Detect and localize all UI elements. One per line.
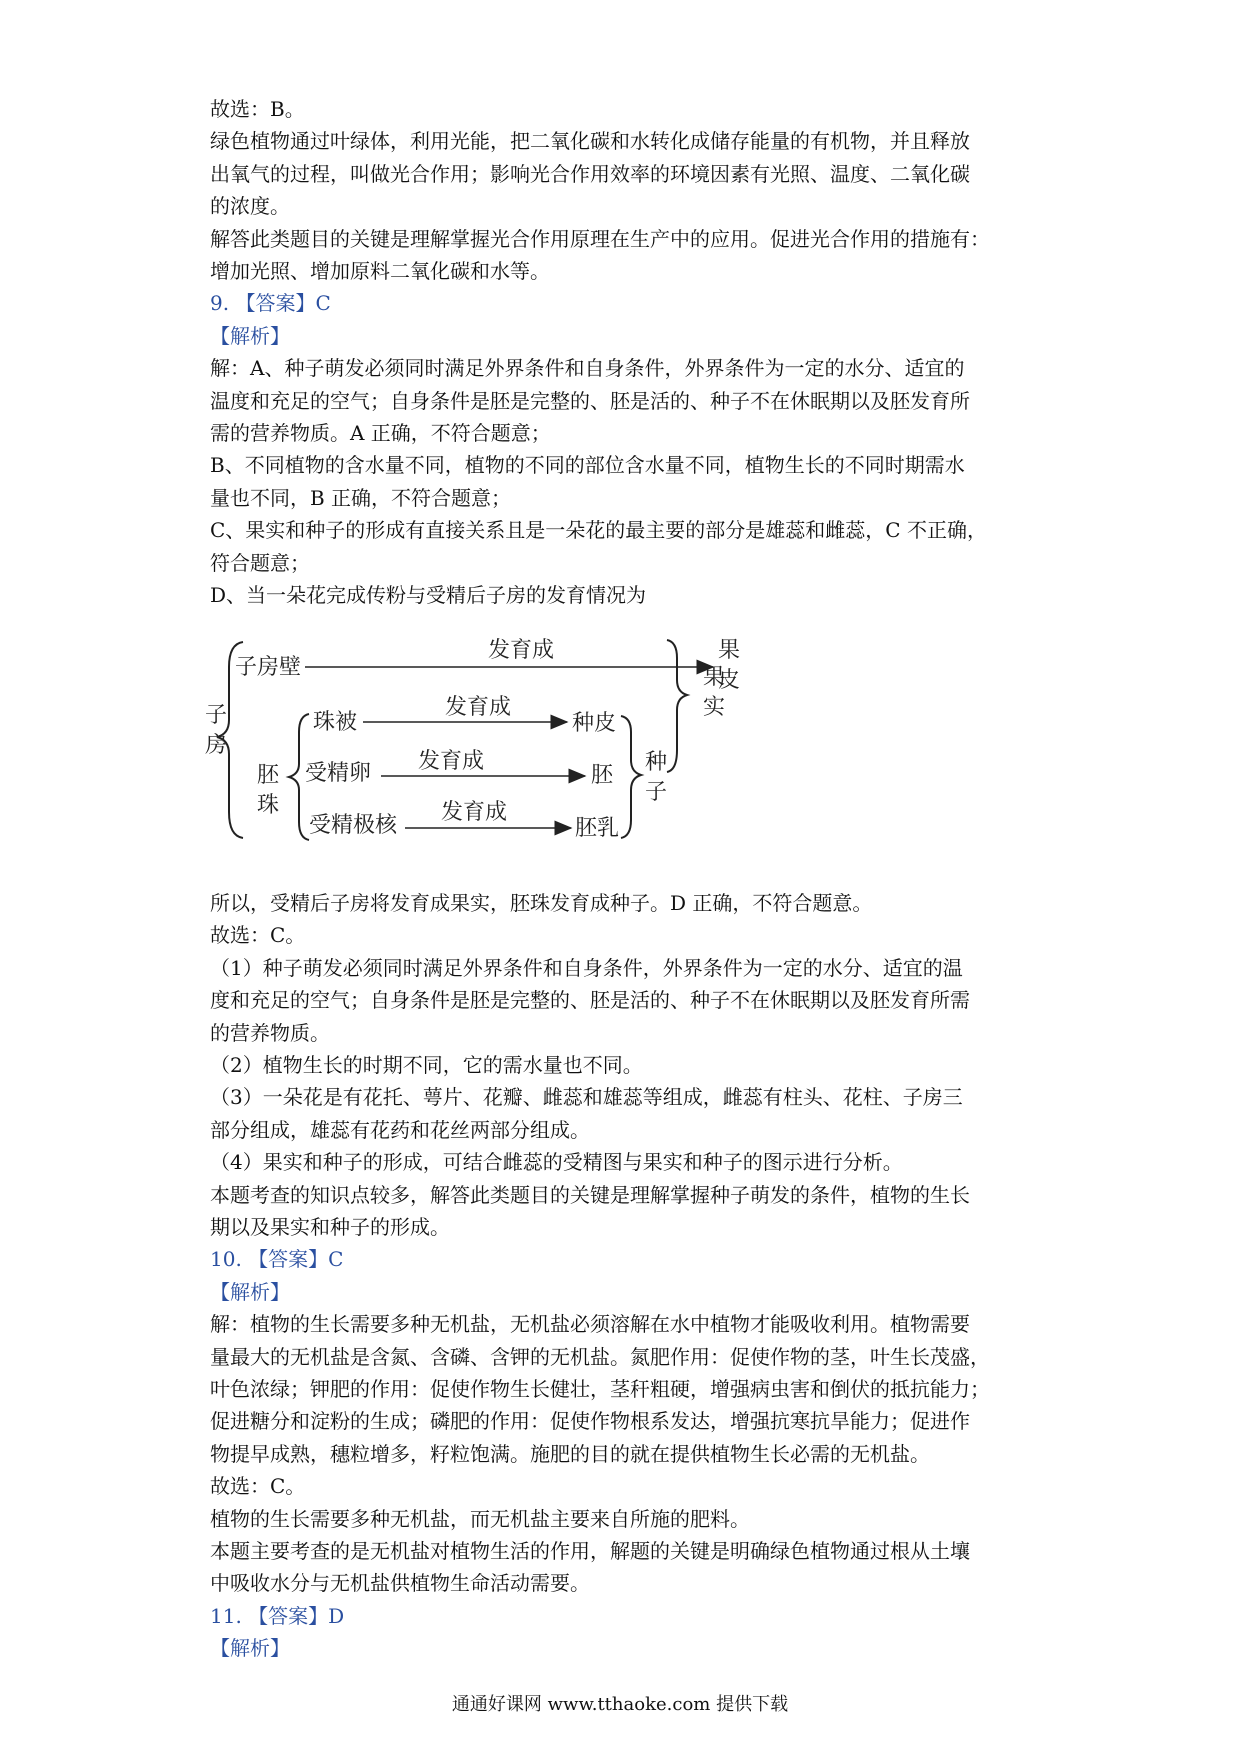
text-line: 植物的生长需要多种无机盐，而无机盐主要来自所施的肥料。 bbox=[210, 1506, 750, 1531]
label-develops-2: 发育成 bbox=[445, 695, 512, 720]
text-line: （4）果实和种子的形成，可结合雌蕊的受精图与果实和种子的图示进行分析。 bbox=[210, 1150, 903, 1175]
text-line: 量也不同，B 正确，不符合题意； bbox=[210, 485, 512, 510]
label-seed-1: 种 bbox=[645, 750, 668, 775]
text-line: D、当一朵花完成传粉与受精后子房的发育情况为 bbox=[210, 583, 647, 607]
text-line: 11. 【答案】D bbox=[210, 1603, 345, 1628]
label-fertilized-egg: 受精卵 bbox=[305, 761, 372, 786]
label-ovary-1: 子 bbox=[205, 703, 228, 728]
text-line: 温度和充足的空气；自身条件是胚是完整的、胚是活的、种子不在休眠期以及胚发育所 bbox=[210, 388, 970, 413]
text-line: 需的营养物质。A 正确，不符合题意； bbox=[210, 421, 551, 445]
label-ovary-wall: 子房壁 bbox=[235, 655, 302, 680]
text-line: 解答此类题目的关键是理解掌握光合作用原理在生产中的应用。促进光合作用的措施有： bbox=[210, 226, 990, 251]
text-line: 所以，受精后子房将发育成果实，胚珠发育成种子。D 正确，不符合题意。 bbox=[210, 891, 873, 915]
label-develops-3: 发育成 bbox=[418, 749, 485, 774]
label-ovary-2: 房 bbox=[205, 733, 228, 758]
label-seed-2: 子 bbox=[645, 780, 668, 805]
label-pericarp-1: 果 bbox=[718, 638, 741, 663]
text-line: 叶色浓绿；钾肥的作用：促使作物生长健壮，茎秆粗硬，增强病虫害和倒伏的抵抗能力； bbox=[210, 1377, 990, 1401]
text-line: （1）种子萌发必须同时满足外界条件和自身条件，外界条件为一定的水分、适宜的温 bbox=[210, 955, 963, 980]
text-line: 【解析】 bbox=[210, 1636, 290, 1661]
text-line: 10. 【答案】C bbox=[210, 1247, 344, 1272]
text-line: 期以及果实和种子的形成。 bbox=[210, 1215, 450, 1239]
text-line: 物提早成熟，穗粒增多，籽粒饱满。施肥的目的就在提供植物生长必需的无机盐。 bbox=[210, 1441, 930, 1466]
text-line: 出氧气的过程，叫做光合作用；影响光合作用效率的环境因素有光照、温度、二氧化碳 bbox=[210, 161, 970, 186]
text-line: 本题主要考查的是无机盐对植物生活的作用，解题的关键是明确绿色植物通过根从土壤 bbox=[210, 1539, 970, 1563]
text-line: （3）一朵花是有花托、萼片、花瓣、雌蕊和雄蕊等组成，雌蕊有柱头、花柱、子房三 bbox=[210, 1085, 963, 1110]
text-line: 的营养物质。 bbox=[210, 1020, 330, 1045]
label-fruit-1: 果 bbox=[703, 665, 726, 690]
text-line: 绿色植物通过叶绿体，利用光能，把二氧化碳和水转化成储存能量的有机物，并且释放 bbox=[210, 129, 970, 154]
text-line: 的浓度。 bbox=[210, 194, 290, 219]
text-line: C、果实和种子的形成有直接关系且是一朵花的最主要的部分是雄蕊和雌蕊，C 不正确， bbox=[210, 518, 987, 543]
text-line: 【解析】 bbox=[210, 1279, 290, 1304]
label-endosperm: 胚乳 bbox=[575, 816, 620, 841]
label-develops-4: 发育成 bbox=[441, 800, 508, 825]
brace-fruit bbox=[667, 640, 687, 772]
text-line: 本题考查的知识点较多，解答此类题目的关键是理解掌握种子萌发的条件，植物的生长 bbox=[210, 1182, 970, 1207]
text-line: 解：A、种子萌发必须同时满足外界条件和自身条件，外界条件为一定的水分、适宜的 bbox=[210, 356, 965, 381]
label-ovule-1: 胚 bbox=[257, 763, 280, 788]
label-ovule-2: 珠 bbox=[257, 793, 280, 818]
brace-seed bbox=[621, 716, 641, 838]
page-footer: 通通好课网 www.tthaoke.com 提供下载 bbox=[451, 1694, 789, 1715]
text-line: 故选：C。 bbox=[210, 1474, 306, 1499]
text-line: 故选：B。 bbox=[210, 97, 305, 121]
text-line: 解：植物的生长需要多种无机盐，无机盐必须溶解在水中植物才能吸收利用。植物需要 bbox=[210, 1312, 970, 1337]
label-fertilized-polar: 受精极核 bbox=[309, 813, 398, 838]
label-pericarp-2: 皮 bbox=[718, 668, 741, 693]
text-line: 度和充足的空气；自身条件是胚是完整的、胚是活的、种子不在休眠期以及胚发育所需 bbox=[210, 988, 970, 1013]
text-line: 促进糖分和淀粉的生成；磷肥的作用：促使作物根系发达，增强抗寒抗旱能力；促进作 bbox=[210, 1409, 970, 1434]
text-line: 符合题意； bbox=[210, 550, 310, 575]
text-line: 量最大的无机盐是含氮、含磷、含钾的无机盐。氮肥作用：促使作物的茎，叶生长茂盛， bbox=[210, 1344, 990, 1369]
label-fruit-2: 实 bbox=[703, 695, 726, 720]
text-line: 部分组成，雄蕊有花药和花丝两部分组成。 bbox=[210, 1117, 590, 1142]
text-line: 故选：C。 bbox=[210, 923, 306, 948]
label-seed-coat: 种皮 bbox=[572, 711, 617, 736]
text-line: 中吸收水分与无机盐供植物生命活动需要。 bbox=[210, 1571, 590, 1596]
text-line: B、不同植物的含水量不同，植物的不同的部位含水量不同，植物生长的不同时期需水 bbox=[210, 453, 965, 478]
text-line: （2）植物生长的时期不同，它的需水量也不同。 bbox=[210, 1053, 643, 1077]
text-line: 【解析】 bbox=[210, 323, 290, 348]
text-line: 增加光照、增加原料二氧化碳和水等。 bbox=[210, 259, 550, 283]
label-integument: 珠被 bbox=[313, 710, 358, 735]
label-develops-1: 发育成 bbox=[488, 638, 555, 663]
text-line: 9. 【答案】C bbox=[210, 291, 331, 316]
ovary-development-diagram bbox=[205, 622, 805, 862]
label-embryo: 胚 bbox=[591, 763, 614, 788]
